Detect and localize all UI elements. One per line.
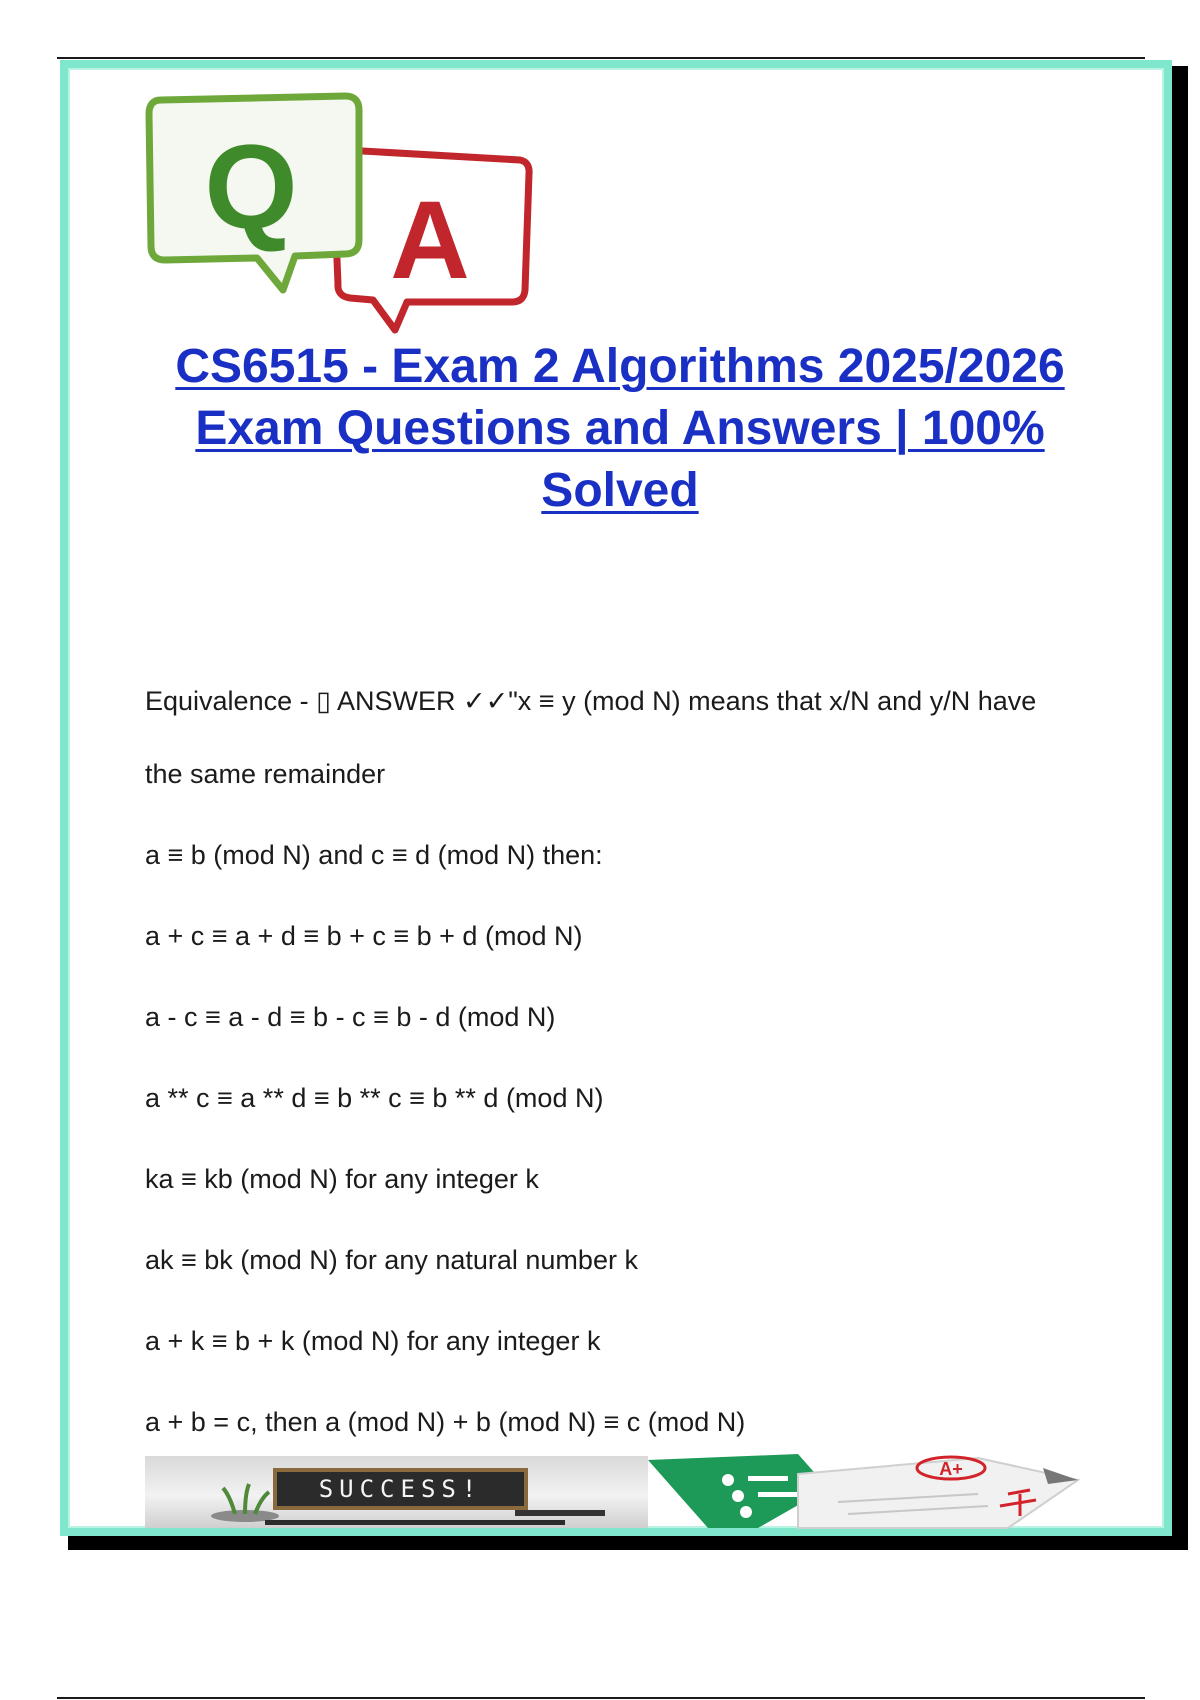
content-line: ak ≡ bk (mod N) for any natural number k: [145, 1245, 638, 1275]
top-rule: [57, 57, 1145, 59]
document-title[interactable]: [140, 336, 1100, 522]
paper-sheet-icon: [798, 1458, 1078, 1528]
content-line: a - c ≡ a - d ≡ b - c ≡ b - d (mod N): [145, 1002, 556, 1032]
content-line: the same remainder: [145, 759, 386, 789]
title-line-2: Exam Questions and Answers | 100%: [195, 402, 1045, 455]
bottom-rule: [57, 1697, 1145, 1699]
svg-text:Q: Q: [204, 120, 298, 254]
content-line: a ** c ≡ a ** d ≡ b ** c ≡ b ** d (mod N): [145, 1083, 604, 1113]
content-line-equivalence: Equivalence - ▯ ANSWER ✓✓"x ≡ y (mod N) means that x/N and y/N have: [145, 686, 1037, 716]
qa-logo: [145, 90, 575, 340]
title-line-3: Solved: [541, 464, 699, 517]
q-speech-bubble-icon: [149, 96, 359, 290]
chalkboard-sign: SUCCESS!: [273, 1468, 528, 1510]
content-line: a + b = c, then a (mod N) + b (mod N) ≡ c (mod N): [145, 1407, 746, 1437]
content-line: a + c ≡ a + d ≡ b + c ≡ b + d (mod N): [145, 921, 583, 951]
title-line-1: CS6515 - Exam 2 Algorithms 2025/2026: [175, 340, 1065, 393]
content-line: a ≡ b (mod N) and c ≡ d (mod N) then:: [145, 840, 603, 870]
graded-paper-image: [648, 1450, 1088, 1530]
grade-mark: A+: [939, 1459, 963, 1479]
success-banner-image: [145, 1456, 648, 1528]
svg-text:A: A: [390, 179, 470, 302]
content-line: a + k ≡ b + k (mod N) for any integer k: [145, 1326, 601, 1356]
content-line: ka ≡ kb (mod N) for any integer k: [145, 1164, 539, 1194]
